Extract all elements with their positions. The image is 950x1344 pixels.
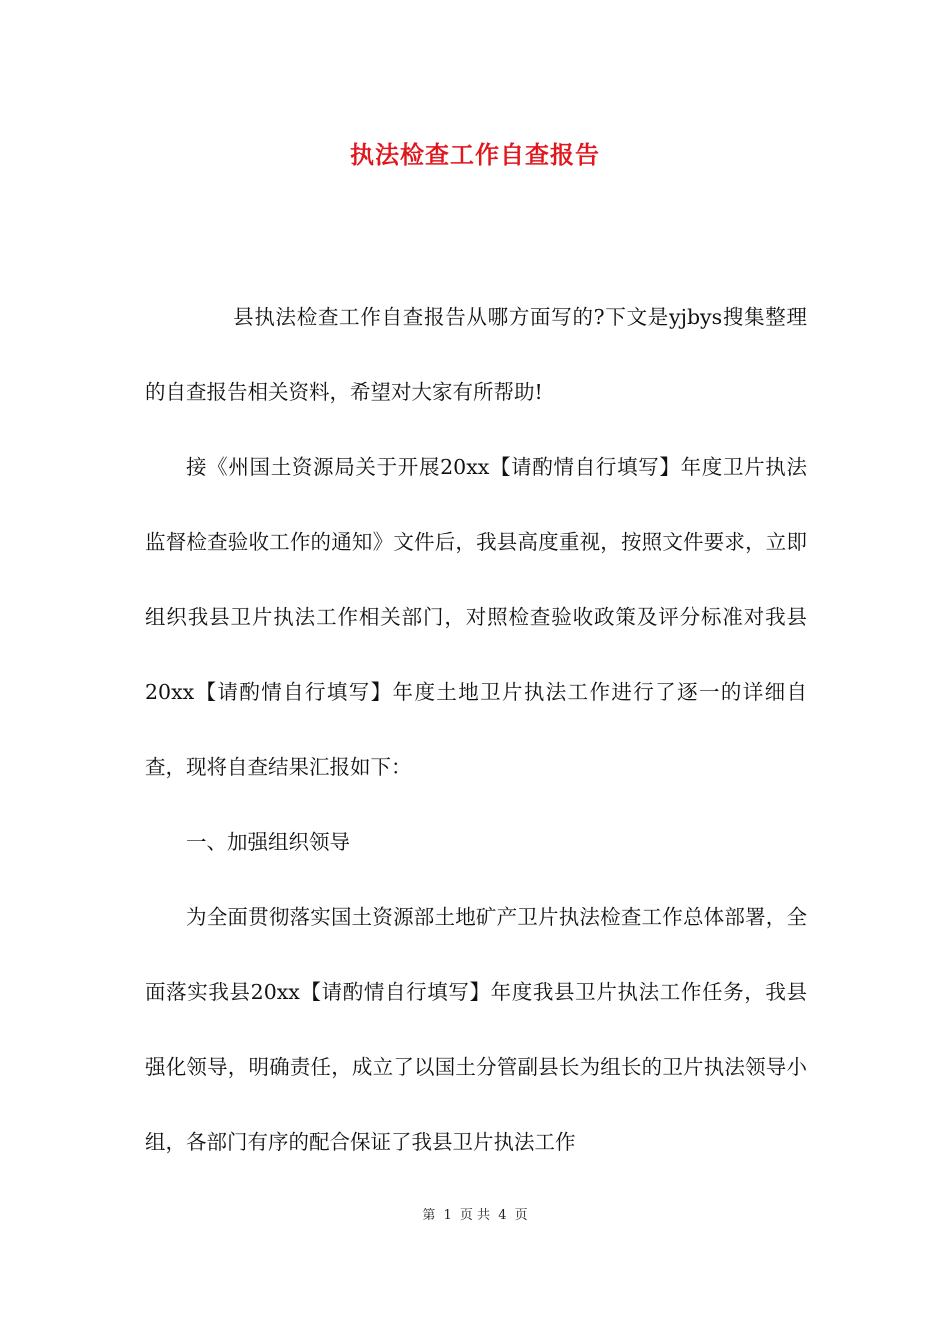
footer-total-pages: 4 xyxy=(498,1208,507,1223)
footer-suffix: 页 xyxy=(514,1208,528,1223)
document-body xyxy=(145,280,807,1180)
footer-prefix: 第 xyxy=(422,1208,436,1223)
paragraph-notice: 接《州国土资源局关于开展20xx【请酌情自行填写】年度卫片执法监督检查验收工作的通知》文件后，我县高度重视，按照文件要求，立即组织我县卫片执法工作相关部门，对照检查验收政策及评分标准对我县20xx【请酌情自行填写】年度土地卫片执法工作进行了逐一的详细自查，现将自查结果汇报如下： xyxy=(145,455,807,779)
page-footer xyxy=(0,1206,950,1226)
footer-page-number: 1 xyxy=(443,1208,452,1223)
paragraph-intro: 县执法检查工作自查报告从哪方面写的?下文是yjbys搜集整理的自查报告相关资料，希望对大家有所帮助! xyxy=(145,305,807,404)
footer-middle: 页 共 xyxy=(459,1208,491,1223)
paragraph-section-1: 为全面贯彻落实国土资源部土地矿产卫片执法检查工作总体部署，全面落实我县20xx【请酌情自行填写】年度我县卫片执法工作任务，我县强化领导，明确责任，成立了以国土分管副县长为组长的卫片执法领导小组，各部门有序的配合保证了我县卫片执法工作 xyxy=(145,905,807,1154)
section-heading-1: 一、加强组织领导 xyxy=(186,830,350,854)
document-title: 执法检查工作自查报告 xyxy=(350,140,600,169)
